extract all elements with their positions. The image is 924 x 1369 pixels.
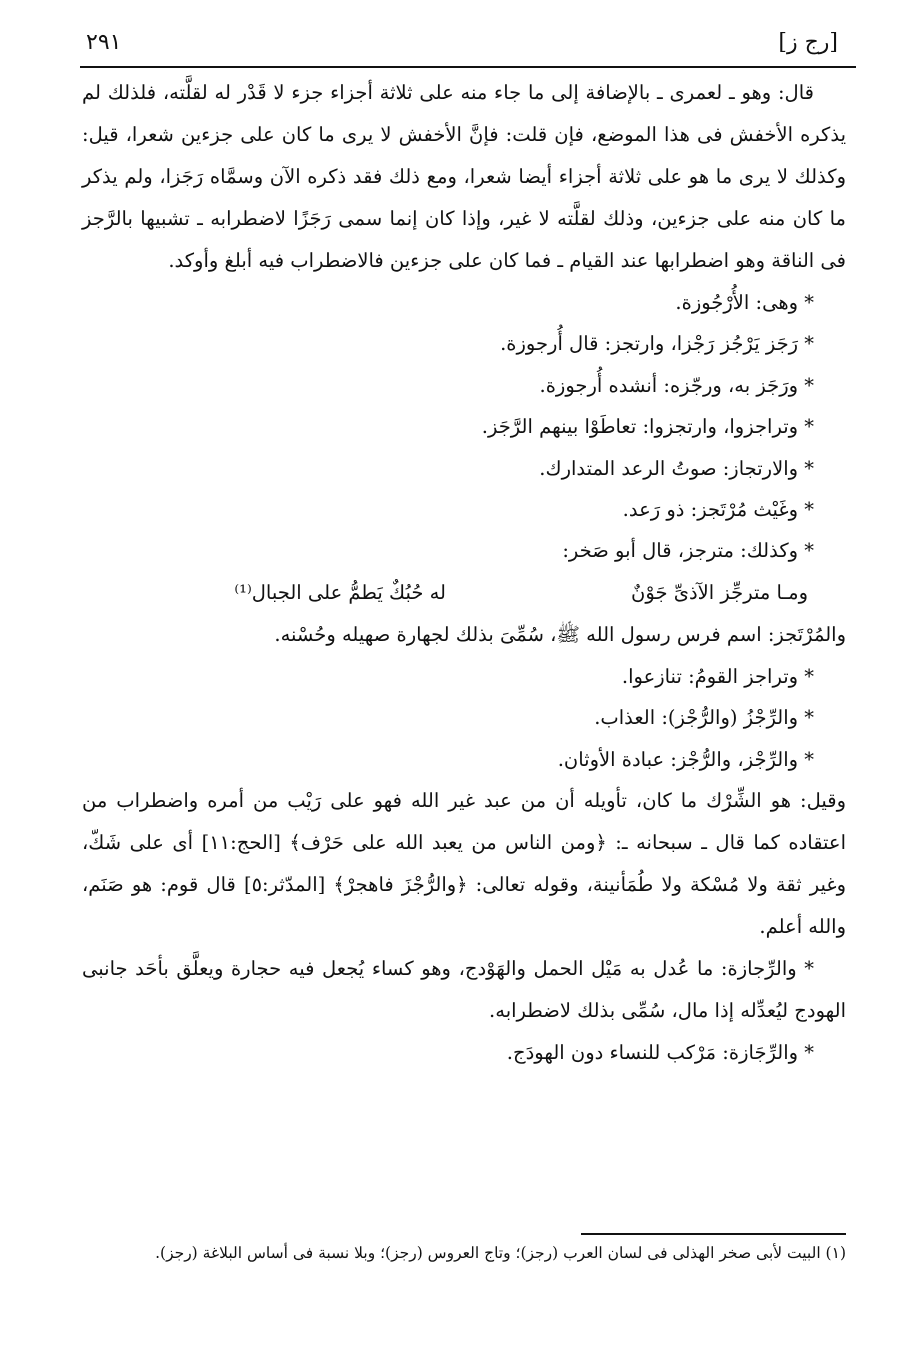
page-header	[80, 26, 844, 60]
entry-rajaz-bihi: * ورَجَز به، ورجّزه: أنشده أُرجوزة.	[539, 373, 814, 397]
poetry-verse	[82, 572, 846, 614]
footnote: (١) البيت لأبى صخر الهذلى فى لسان العرب (رجز)؛ وتاج العروس (رجز)؛ وبلا نسبة فى أساس البلاغة (رجز).	[155, 1244, 846, 1262]
shirk-paragraph: وقيل: هو الشِّرْك ما كان، تأويله أن من عبد غير الله فهو على رَيْب من أمره واضطراب من اعتقاده كما قال ـ سبحانه ـ: ﴿ومن الناس من يعبد الله على حَرْف﴾ [الحج:١١] أى على شَكّ، وغير ثقة ولا مُسْكة ولا طُمَأنينة، وقوله تعالى: ﴿والرُّجْزَ فاهجرْ﴾ [المدّثر:٥] قال قوم: هو صَنَم، والله أعلم.	[82, 789, 846, 939]
entry-tarajazu: * وتراجزوا، وارتجزوا: تعاطَوْا بينهم الرَّجَز.	[481, 415, 814, 439]
entry-mutarajjiz: * وكذلك: مترجز، قال أبو صَخر:	[562, 539, 814, 563]
intro-paragraph: قال: وهو ـ لعمرى ـ بالإضافة إلى ما جاء منه على ثلاثة أجزاء جزء لا قَدْر له لقلَّته، فلذلك لم يذكره الأخفش فى هذا الموضع، فإن قلت: فإنَّ الأخفش لا يرى ما كان على جزءين شعرا، قيل: وكذلك لا يرى ما هو على ثلاثة أجزاء أيضا شعرا، ومع ذلك فقد ذكره الآن وسمَّاه رَجَزا، ولم يذكر ما كان منه على جزءين، وذلك لقلَّته لا غير، وإذا كان إنما سمى رَجَزًا لاضطرابه ـ تشبيها بالرَّجز فى الناقة وهو اضطرابها عند القيام ـ فما كان على جزءين فالاضطراب فيه أبلغ وأوكد.	[82, 81, 846, 272]
entry-rajaz-verb: * رَجَز يَرْجُز رَجْزا، وارتجز: قال أُرجوزة.	[500, 332, 814, 356]
entry-ghayth: * وغَيْث مُرْتَجز: ذو رَعد.	[622, 498, 814, 522]
entry-urjuza: * وهى: الأُرْجُوزة.	[675, 291, 814, 314]
rijaza-paragraph: * والرِّجازة: ما عُدل به مَيْل الحمل والهَوْدج، وهو كساء يُجعل فيه حجارة ويعلَّق بأحَد جانبى الهودج ليُعدِّله إذا مال، سُمِّى بذلك لاضطرابه.	[82, 957, 846, 1023]
page-number: ٢٩١	[86, 30, 122, 55]
entry-rijz-adhab: * والرِّجْزُ (والرُّجْز): العذاب.	[594, 706, 814, 730]
entry-rijz-awthan: * والرِّجْز، والرُّجْز: عبادة الأوثان.	[557, 747, 814, 771]
header-rule	[80, 66, 856, 68]
murtajiz-paragraph: والمُرْتَجز: اسم فرس رسول الله ﷺ، سُمِّىَ بذلك لجهارة صهيله وحُسْنه.	[274, 622, 846, 646]
entry-irtijaz: * والارتجاز: صوتُ الرعد المتدارك.	[539, 456, 814, 480]
section-label: [رج ز]	[778, 30, 838, 55]
page-body	[82, 72, 846, 1073]
footnote-rule	[581, 1233, 846, 1235]
verse-hemistich-second: له حُبُكٌ يَطمُّ على الجبال⁽¹⁾	[234, 580, 446, 604]
entry-rijaza-markab: * والرِّجَازة: مَرْكب للنساء دون الهودَج.	[506, 1041, 814, 1065]
verse-hemistich-first: ومـا مترجِّز الآذىِّ جَوْنٌ	[631, 580, 808, 604]
entry-tarajaz-qawm: * وتراجز القومُ: تنازعوا.	[621, 664, 814, 688]
